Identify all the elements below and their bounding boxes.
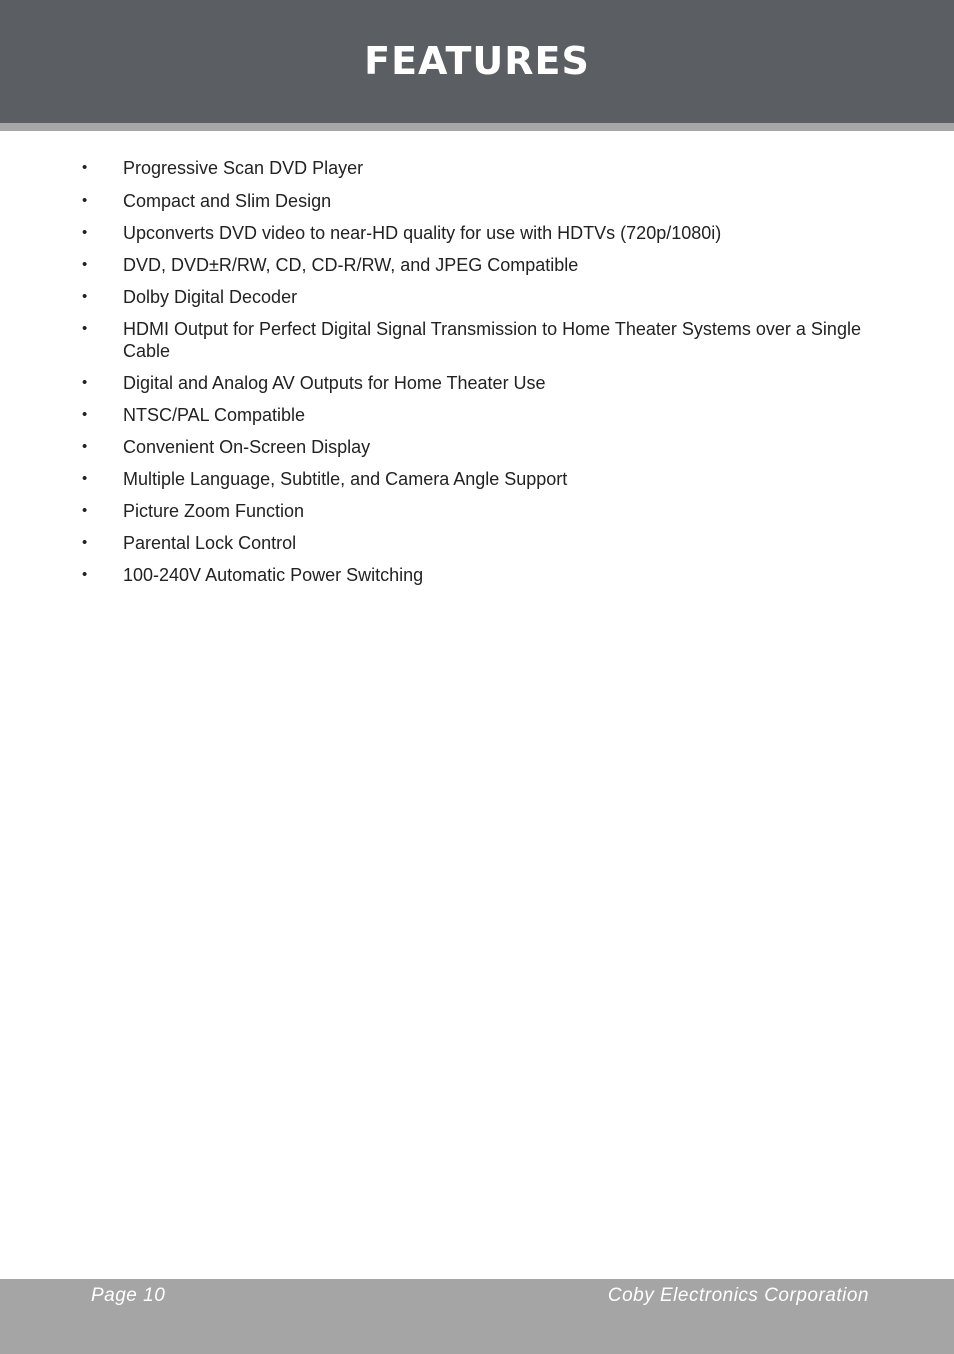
bullet: • [82, 566, 88, 583]
bullet: • [82, 470, 88, 487]
list-item-text: Convenient On-Screen Display [123, 437, 371, 457]
header-divider [0, 123, 954, 131]
bullet: • [82, 320, 88, 337]
list-item [0, 564, 954, 586]
list-item [0, 372, 954, 394]
list-item-text: NTSC/PAL Compatible [123, 405, 306, 425]
list-item [0, 318, 954, 362]
list-item [0, 254, 954, 276]
list-item [0, 468, 954, 490]
list-item-text: Parental Lock Control [123, 533, 297, 553]
bullet: • [82, 159, 88, 176]
list-item-text: Upconverts DVD video to near-HD quality for use with HDTVs (720p/1080i) [123, 223, 722, 243]
list-item [0, 190, 954, 212]
list-item-text: Digital and Analog AV Outputs for Home Theater Use [123, 373, 546, 393]
bullet: • [82, 502, 88, 519]
list-item [0, 286, 954, 308]
list-item-text: DVD, DVD±R/RW, CD, CD-R/RW, and JPEG Compatible [123, 255, 579, 275]
bullet: • [82, 406, 88, 423]
list-item [0, 404, 954, 426]
list-item [0, 500, 954, 522]
bullet: • [82, 224, 88, 241]
list-item-text: Compact and Slim Design [123, 191, 332, 211]
bullet: • [82, 192, 88, 209]
list-item [0, 532, 954, 554]
list-item-text: HDMI Output for Perfect Digital Signal Transmission to Home Theater Systems over a Single Cable [123, 319, 861, 361]
list-item-text: Dolby Digital Decoder [123, 287, 298, 307]
list-item [0, 157, 954, 179]
bullet: • [82, 256, 88, 273]
bullet: • [82, 288, 88, 305]
bullet: • [82, 374, 88, 391]
page-number: Page 10 [91, 1285, 166, 1306]
list-item [0, 436, 954, 458]
list-item-text: Progressive Scan DVD Player [123, 158, 364, 178]
list-item [0, 222, 954, 244]
page-title: FEATURES [364, 39, 590, 83]
list-item-text: Multiple Language, Subtitle, and Camera Angle Support [123, 469, 568, 489]
list-item-text: 100-240V Automatic Power Switching [123, 565, 424, 585]
list-item-text: Picture Zoom Function [123, 501, 305, 521]
bullet: • [82, 534, 88, 551]
features-list [0, 157, 954, 596]
company-name: Coby Electronics Corporation [607, 1285, 869, 1306]
bullet: • [82, 438, 88, 455]
